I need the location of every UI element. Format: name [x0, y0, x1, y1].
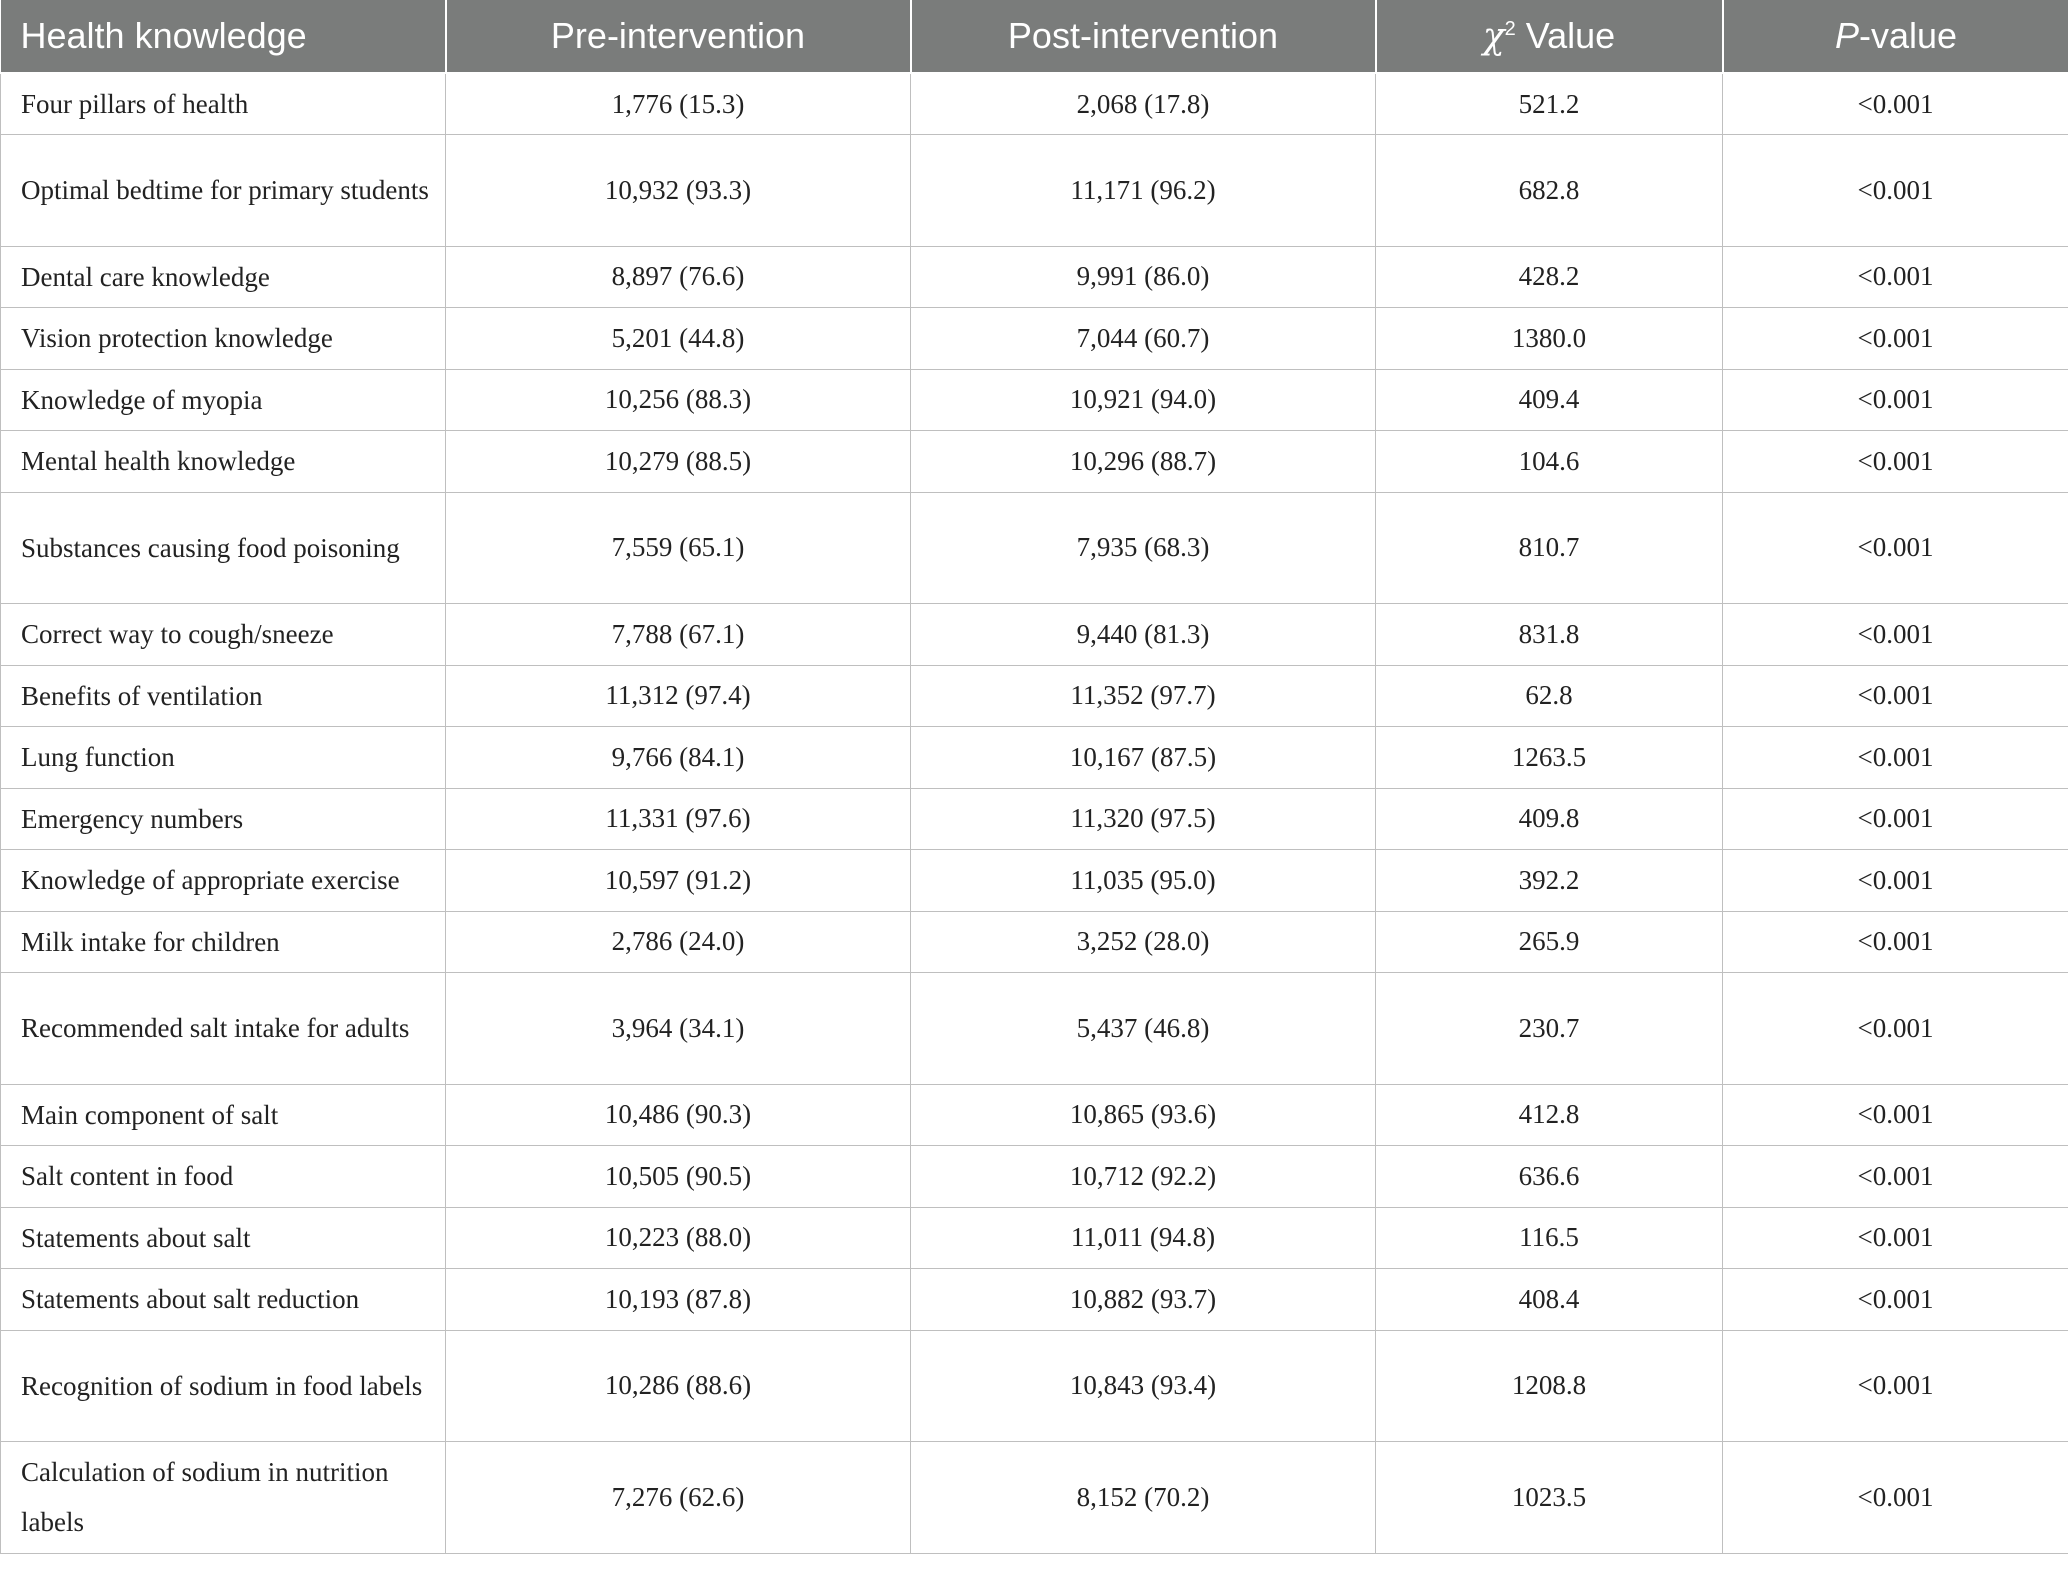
cell-pre-intervention: 7,788 (67.1)	[446, 604, 911, 666]
cell-health-knowledge: Salt content in food	[1, 1146, 446, 1208]
table-row	[1, 135, 2068, 247]
cell-chi-square-value: 831.8	[1376, 604, 1723, 666]
cell-health-knowledge: Substances causing food poisoning	[1, 492, 446, 604]
header-row	[1, 0, 2068, 73]
cell-post-intervention: 10,296 (88.7)	[911, 431, 1376, 493]
table-row	[1, 1269, 2068, 1331]
cell-post-intervention: 11,352 (97.7)	[911, 665, 1376, 727]
cell-p-value: <0.001	[1723, 1207, 2068, 1269]
chi-value-label: Value	[1515, 15, 1616, 56]
cell-pre-intervention: 1,776 (15.3)	[446, 73, 911, 135]
header-pre-intervention: Pre-intervention	[446, 0, 911, 73]
cell-pre-intervention: 8,897 (76.6)	[446, 246, 911, 308]
cell-post-intervention: 10,921 (94.0)	[911, 369, 1376, 431]
cell-health-knowledge: Dental care knowledge	[1, 246, 446, 308]
table-header	[1, 0, 2068, 73]
cell-post-intervention: 11,011 (94.8)	[911, 1207, 1376, 1269]
cell-post-intervention: 11,171 (96.2)	[911, 135, 1376, 247]
cell-p-value: <0.001	[1723, 1146, 2068, 1208]
cell-health-knowledge: Knowledge of appropriate exercise	[1, 850, 446, 912]
cell-chi-square-value: 1263.5	[1376, 727, 1723, 789]
cell-post-intervention: 9,991 (86.0)	[911, 246, 1376, 308]
table-row	[1, 604, 2068, 666]
cell-p-value: <0.001	[1723, 135, 2068, 247]
cell-pre-intervention: 10,286 (88.6)	[446, 1330, 911, 1442]
cell-health-knowledge: Recognition of sodium in food labels	[1, 1330, 446, 1442]
cell-pre-intervention: 9,766 (84.1)	[446, 727, 911, 789]
cell-health-knowledge: Benefits of ventilation	[1, 665, 446, 727]
cell-chi-square-value: 636.6	[1376, 1146, 1723, 1208]
cell-pre-intervention: 7,559 (65.1)	[446, 492, 911, 604]
cell-post-intervention: 10,167 (87.5)	[911, 727, 1376, 789]
cell-post-intervention: 5,437 (46.8)	[911, 973, 1376, 1085]
cell-p-value: <0.001	[1723, 604, 2068, 666]
header-p-value	[1723, 0, 2068, 73]
cell-pre-intervention: 10,505 (90.5)	[446, 1146, 911, 1208]
cell-chi-square-value: 62.8	[1376, 665, 1723, 727]
cell-chi-square-value: 408.4	[1376, 1269, 1723, 1331]
cell-p-value: <0.001	[1723, 665, 2068, 727]
cell-pre-intervention: 10,193 (87.8)	[446, 1269, 911, 1331]
cell-chi-square-value: 521.2	[1376, 73, 1723, 135]
cell-post-intervention: 10,712 (92.2)	[911, 1146, 1376, 1208]
p-value-label: -value	[1858, 15, 1958, 56]
cell-pre-intervention: 10,597 (91.2)	[446, 850, 911, 912]
table-row	[1, 1442, 2068, 1554]
cell-post-intervention: 7,044 (60.7)	[911, 308, 1376, 370]
cell-p-value: <0.001	[1723, 911, 2068, 973]
cell-chi-square-value: 682.8	[1376, 135, 1723, 247]
chi-superscript: 2	[1504, 18, 1516, 40]
table-row	[1, 1330, 2068, 1442]
cell-pre-intervention: 10,932 (93.3)	[446, 135, 911, 247]
cell-p-value: <0.001	[1723, 369, 2068, 431]
chi-symbol: χ	[1482, 16, 1505, 57]
cell-health-knowledge: Statements about salt reduction	[1, 1269, 446, 1331]
table-row	[1, 973, 2068, 1085]
cell-chi-square-value: 1380.0	[1376, 308, 1723, 370]
cell-pre-intervention: 7,276 (62.6)	[446, 1442, 911, 1554]
table-row	[1, 1207, 2068, 1269]
table-row	[1, 911, 2068, 973]
cell-post-intervention: 8,152 (70.2)	[911, 1442, 1376, 1554]
cell-health-knowledge: Main component of salt	[1, 1084, 446, 1146]
cell-chi-square-value: 116.5	[1376, 1207, 1723, 1269]
cell-chi-square-value: 409.8	[1376, 788, 1723, 850]
table-row	[1, 665, 2068, 727]
cell-p-value: <0.001	[1723, 1442, 2068, 1554]
table-row	[1, 492, 2068, 604]
cell-pre-intervention: 10,256 (88.3)	[446, 369, 911, 431]
cell-p-value: <0.001	[1723, 850, 2068, 912]
cell-health-knowledge: Lung function	[1, 727, 446, 789]
cell-p-value: <0.001	[1723, 246, 2068, 308]
cell-p-value: <0.001	[1723, 308, 2068, 370]
cell-pre-intervention: 10,486 (90.3)	[446, 1084, 911, 1146]
table-row	[1, 431, 2068, 493]
cell-health-knowledge: Mental health knowledge	[1, 431, 446, 493]
cell-health-knowledge: Calculation of sodium in nutrition labels	[1, 1442, 446, 1554]
cell-chi-square-value: 1208.8	[1376, 1330, 1723, 1442]
cell-post-intervention: 9,440 (81.3)	[911, 604, 1376, 666]
cell-chi-square-value: 230.7	[1376, 973, 1723, 1085]
cell-p-value: <0.001	[1723, 1084, 2068, 1146]
table-row	[1, 850, 2068, 912]
cell-health-knowledge: Recommended salt intake for adults	[1, 973, 446, 1085]
cell-post-intervention: 7,935 (68.3)	[911, 492, 1376, 604]
cell-health-knowledge: Milk intake for children	[1, 911, 446, 973]
cell-post-intervention: 11,035 (95.0)	[911, 850, 1376, 912]
header-chi-square-value	[1376, 0, 1723, 73]
table-row	[1, 788, 2068, 850]
cell-p-value: <0.001	[1723, 1269, 2068, 1331]
cell-chi-square-value: 810.7	[1376, 492, 1723, 604]
cell-pre-intervention: 10,279 (88.5)	[446, 431, 911, 493]
table-body	[1, 73, 2068, 1553]
cell-pre-intervention: 11,331 (97.6)	[446, 788, 911, 850]
cell-p-value: <0.001	[1723, 492, 2068, 604]
table-row	[1, 246, 2068, 308]
cell-p-value: <0.001	[1723, 788, 2068, 850]
cell-health-knowledge: Vision protection knowledge	[1, 308, 446, 370]
cell-health-knowledge: Knowledge of myopia	[1, 369, 446, 431]
cell-post-intervention: 11,320 (97.5)	[911, 788, 1376, 850]
table-row	[1, 727, 2068, 789]
cell-post-intervention: 10,843 (93.4)	[911, 1330, 1376, 1442]
table-row	[1, 73, 2068, 135]
cell-post-intervention: 10,865 (93.6)	[911, 1084, 1376, 1146]
cell-health-knowledge: Correct way to cough/sneeze	[1, 604, 446, 666]
cell-chi-square-value: 428.2	[1376, 246, 1723, 308]
cell-p-value: <0.001	[1723, 431, 2068, 493]
cell-chi-square-value: 392.2	[1376, 850, 1723, 912]
cell-health-knowledge: Four pillars of health	[1, 73, 446, 135]
table-row	[1, 1146, 2068, 1208]
header-post-intervention: Post-intervention	[911, 0, 1376, 73]
cell-pre-intervention: 5,201 (44.8)	[446, 308, 911, 370]
cell-p-value: <0.001	[1723, 73, 2068, 135]
cell-post-intervention: 3,252 (28.0)	[911, 911, 1376, 973]
cell-pre-intervention: 11,312 (97.4)	[446, 665, 911, 727]
cell-health-knowledge: Optimal bedtime for primary students	[1, 135, 446, 247]
cell-health-knowledge: Emergency numbers	[1, 788, 446, 850]
cell-p-value: <0.001	[1723, 727, 2068, 789]
cell-health-knowledge: Statements about salt	[1, 1207, 446, 1269]
cell-pre-intervention: 10,223 (88.0)	[446, 1207, 911, 1269]
cell-chi-square-value: 1023.5	[1376, 1442, 1723, 1554]
cell-post-intervention: 10,882 (93.7)	[911, 1269, 1376, 1331]
table-row	[1, 308, 2068, 370]
cell-chi-square-value: 409.4	[1376, 369, 1723, 431]
cell-chi-square-value: 412.8	[1376, 1084, 1723, 1146]
p-letter: P	[1834, 15, 1859, 56]
cell-pre-intervention: 3,964 (34.1)	[446, 973, 911, 1085]
table-row	[1, 1084, 2068, 1146]
cell-pre-intervention: 2,786 (24.0)	[446, 911, 911, 973]
table-row	[1, 369, 2068, 431]
cell-p-value: <0.001	[1723, 1330, 2068, 1442]
cell-p-value: <0.001	[1723, 973, 2068, 1085]
cell-chi-square-value: 265.9	[1376, 911, 1723, 973]
cell-post-intervention: 2,068 (17.8)	[911, 73, 1376, 135]
cell-chi-square-value: 104.6	[1376, 431, 1723, 493]
header-health-knowledge: Health knowledge	[1, 0, 446, 73]
